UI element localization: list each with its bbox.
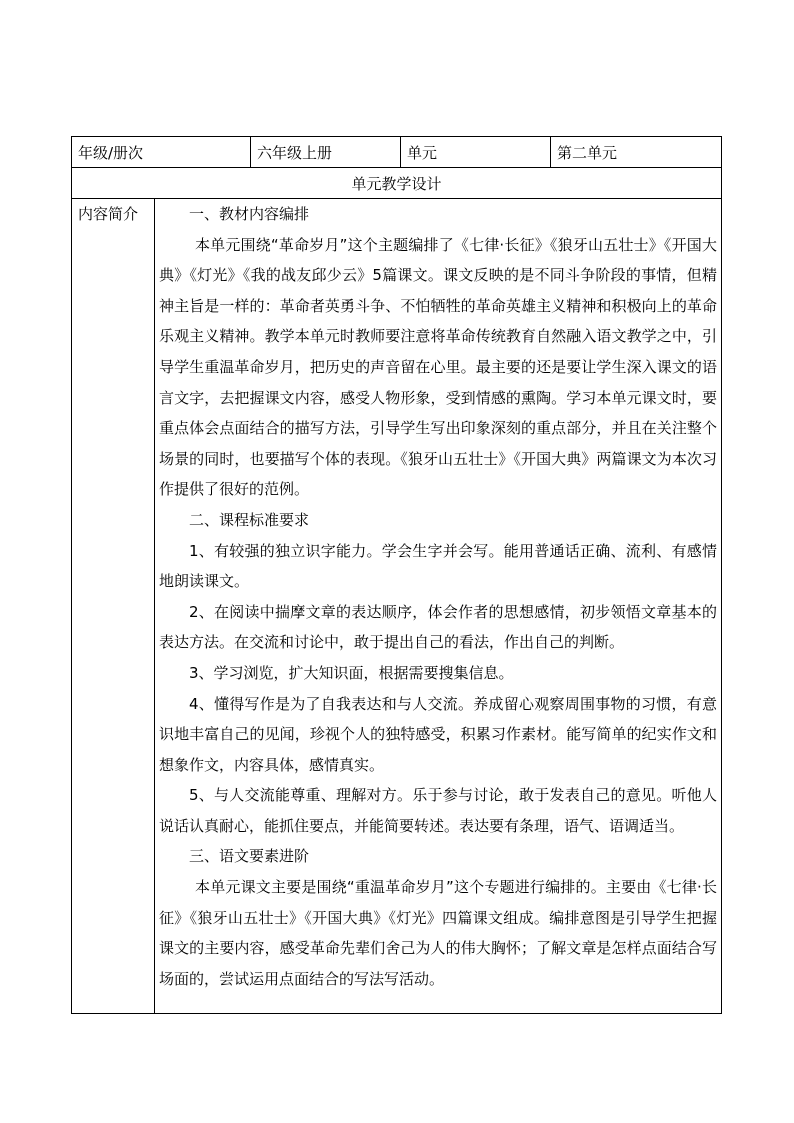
standard-item-5: 5、与人交流能尊重、理解对方。乐于参与讨论，敢于发表自己的意见。听他人说话认真耐心，能抓住要点，并能简要转述。表达要有条理，语气、语调适当。 bbox=[159, 786, 717, 835]
content-row bbox=[72, 199, 722, 1014]
grade-label: 年级/册次 bbox=[72, 137, 251, 168]
header-row bbox=[72, 137, 722, 168]
grade-value: 六年级上册 bbox=[251, 137, 401, 168]
paragraph-textbook-arrangement: 本单元围绕“革命岁月”这个主题编排了《七律·长征》《狼牙山五壮士》《开国大典》《灯光》《我的战友邱少云》5篇课文。课文反映的是不同斗争阶段的事情，但精神主旨是一样的：革命者英勇斗争、不怕牺牲的革命英雄主义精神和积极向上的革命乐观主义精神。教学本单元时教师要注意将革命传统教育自然融入语文教学之中，引导学生重温革命岁月，把历史的声音留在心里。最主要的还是要让学生深入课文的语言文字，去把握课文内容，感受人物形象，受到情感的熏陶。学习本单元课文时，要重点体会点面结合的描写方法，引导学生写出印象深刻的重点部分，并且在关注整个场景的同时，也要描写个体的表现。《狼牙山五壮士》《开国大典》两篇课文为本次习作提供了很好的范例。 bbox=[159, 235, 717, 499]
unit-label: 单元 bbox=[401, 137, 551, 168]
section-label: 内容简介 bbox=[72, 199, 155, 1014]
standard-item-2: 2、在阅读中揣摩文章的表达顺序，体会作者的思想感情，初步领悟文章基本的表达方法。在交流和讨论中，敢于提出自己的看法，作出自己的判断。 bbox=[159, 602, 717, 652]
heading-textbook-arrangement: 一、教材内容编排 bbox=[189, 205, 310, 223]
content-cell bbox=[155, 199, 722, 1014]
table-title: 单元教学设计 bbox=[72, 168, 722, 199]
standard-item-1: 1、有较强的独立识字能力。学会生字并会写。能用普通话正确、流利、有感情地朗读课文。 bbox=[159, 541, 717, 591]
unit-design-table bbox=[71, 136, 722, 1014]
unit-value: 第二单元 bbox=[551, 137, 722, 168]
standard-item-4: 4、懂得写作是为了自我表达和与人交流。养成留心观察周围事物的习惯，有意识地丰富自己的见闻，珍视个人的独特感受，积累习作素材。能写简单的纪实作文和想象作文，内容具体，感情真实。 bbox=[159, 694, 717, 774]
heading-language-elements: 三、语文要素进阶 bbox=[189, 847, 310, 866]
standard-item-3: 3、学习浏览，扩大知识面，根据需要搜集信息。 bbox=[189, 663, 514, 682]
heading-curriculum-standards: 二、课程标准要求 bbox=[189, 510, 310, 529]
paragraph-language-elements: 本单元课文主要是围绕“重温革命岁月”这个专题进行编排的。主要由《七律·长征》《狼牙山五壮士》《开国大典》《灯光》四篇课文组成。编排意图是引导学生把握课文的主要内容，感受革命先辈们舍己为人的伟大胸怀；了解文章是怎样点面结合写场面的，尝试运用点面结合的写法写活动。 bbox=[159, 878, 717, 988]
title-row bbox=[72, 168, 722, 199]
